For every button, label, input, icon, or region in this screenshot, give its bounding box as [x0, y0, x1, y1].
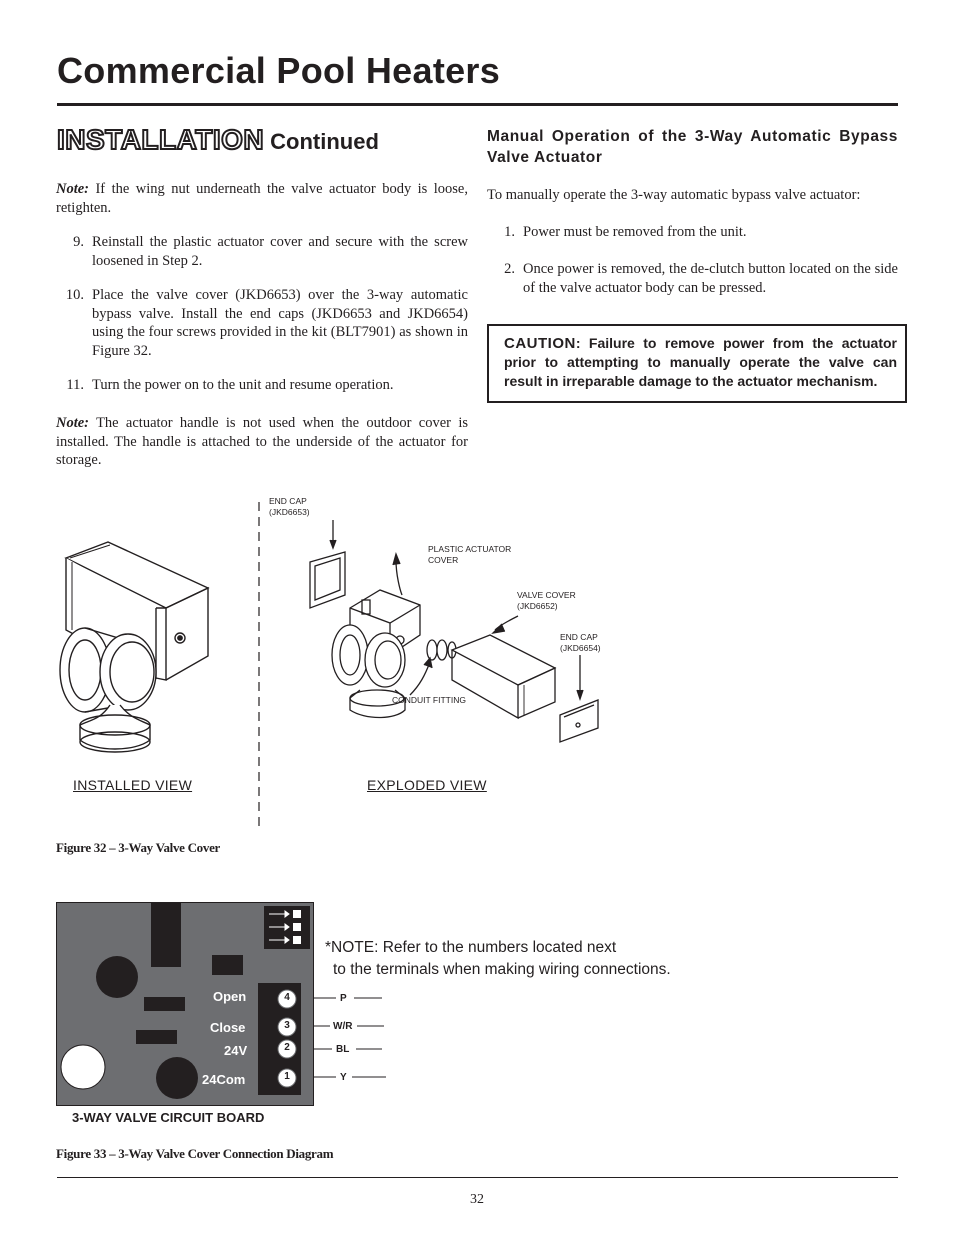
list-item — [56, 233, 468, 270]
valve-cover-label: VALVE COVER — [517, 590, 576, 600]
wire-label-bl: BL — [336, 1044, 350, 1055]
wire-label-p: P — [340, 993, 347, 1004]
installed-valve-drawing — [60, 542, 208, 752]
caution-box — [487, 324, 907, 403]
list-item — [487, 223, 898, 242]
section-heading — [57, 124, 379, 156]
note-text: The actuator handle is not used when the outdoor cover is installed. The handle is attached to the underside of the actuator for storage. — [56, 415, 468, 468]
terminal-label-close: Close — [210, 1020, 246, 1035]
list-item — [487, 260, 898, 297]
terminal-label-24com: 24Com — [202, 1072, 246, 1087]
wire-label-y: Y — [340, 1072, 347, 1083]
wiring-note-line2: to the terminals when making wiring connections. — [333, 961, 671, 978]
subsection-heading: Manual Operation of the 3-Way Automatic Bypass Valve Actuator — [487, 128, 898, 166]
wire-label-wr: W/R — [333, 1021, 353, 1032]
note-label: Note: — [56, 181, 90, 197]
list-item-text: Place the valve cover (JKD6653) over the 3-way automatic bypass valve. Install the end caps (JKD6653 and JKD6654) using the four screws provided in the kit (BLT7901) as shown in Figure 32. — [92, 287, 468, 359]
list-item-number: 1. — [504, 224, 515, 240]
terminal-label-24v: 24V — [224, 1043, 248, 1058]
terminal-number-2: 2 — [284, 1042, 290, 1053]
caution-label: CAUTION — [504, 335, 576, 352]
list-item-number: 11. — [66, 377, 84, 393]
note-label: Note: — [56, 415, 90, 431]
terminal-number-3: 3 — [284, 1020, 290, 1031]
list-item-number: 9. — [73, 234, 84, 250]
end-cap-2-label: END CAP — [560, 632, 598, 642]
wiring-note-line1: *NOTE: Refer to the numbers located next — [325, 939, 617, 956]
circuit-board-label: 3-WAY VALVE CIRCUIT BOARD — [72, 1110, 265, 1125]
terminal-number-4: 4 — [284, 992, 290, 1003]
circuit-board-components — [57, 903, 315, 1107]
list-item — [56, 286, 468, 360]
circuit-board — [56, 902, 314, 1106]
note-text: If the wing nut underneath the valve actuator body is loose, retighten. — [56, 181, 468, 216]
terminal-number-1: 1 — [284, 1071, 290, 1082]
list-item-text: Reinstall the plastic actuator cover and secure with the screw loosened in Step 2. — [92, 234, 468, 269]
page-number: 32 — [470, 1192, 484, 1207]
section-heading-sub: Continued — [270, 129, 379, 154]
note-paragraph-2 — [56, 414, 468, 470]
list-item-text: Turn the power on to the unit and resume operation. — [92, 377, 394, 393]
end-cap-2-part-label: (JKD6654) — [560, 643, 601, 653]
conduit-fitting-label: CONDUIT FITTING — [392, 695, 466, 705]
wire-leads — [314, 990, 394, 1090]
figure-33-caption: Figure 33 – 3-Way Valve Cover Connection Diagram — [56, 1146, 334, 1161]
list-item-number: 2. — [504, 261, 515, 277]
header-rule — [57, 103, 898, 106]
valve-cover-part-label: (JKD6652) — [517, 601, 558, 611]
section-heading-main: INSTALLATION — [57, 124, 265, 155]
terminal-label-open: Open — [213, 989, 247, 1004]
list-item-number: 10. — [65, 287, 84, 303]
page-title: Commercial Pool Heaters — [57, 50, 501, 91]
installed-view-label: INSTALLED VIEW — [73, 777, 193, 793]
intro-paragraph: To manually operate the 3-way automatic bypass valve actuator: — [487, 187, 861, 203]
list-item-text: Power must be removed from the unit. — [523, 224, 747, 240]
footer-rule — [57, 1177, 898, 1178]
plastic-cover-label: PLASTIC ACTUATOR — [428, 544, 512, 554]
end-cap-label: END CAP — [269, 496, 307, 506]
end-cap-part-label: (JKD6653) — [269, 507, 310, 517]
figure-32-caption: Figure 32 – 3-Way Valve Cover — [56, 840, 221, 855]
exploded-view-label: EXPLODED VIEW — [367, 777, 487, 793]
note-paragraph-1 — [56, 180, 468, 217]
wiring-note — [325, 937, 671, 981]
list-item — [56, 376, 468, 395]
list-item-text: Once power is removed, the de-clutch button located on the side of the valve actuator body can be pressed. — [523, 261, 898, 296]
caution-text: : Failure to remove power from the actuator prior to attempting to manually operate the valve can result in irreparable damage to the actuator mechanism. — [504, 335, 897, 389]
plastic-cover-label-line2: COVER — [428, 555, 459, 565]
